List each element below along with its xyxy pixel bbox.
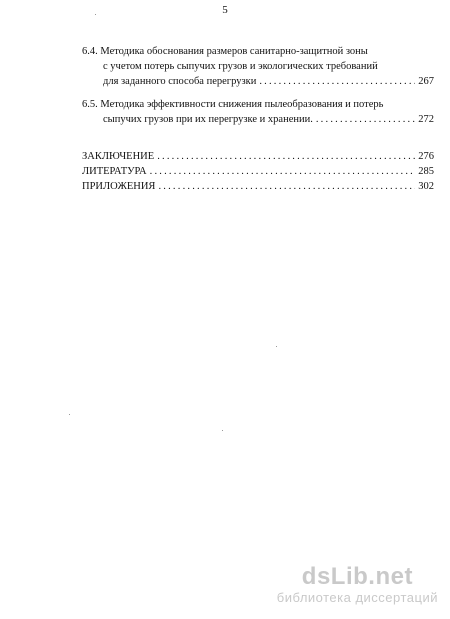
- watermark-subtitle: библиотека диссертаций: [276, 590, 438, 605]
- dot-leader: [150, 164, 416, 179]
- toc-entry-6-4-line3: для заданного способа перегрузки: [103, 76, 257, 87]
- toc-entry-6-5-line2: сыпучих грузов при их перегрузке и хранении.: [103, 114, 313, 125]
- toc-literature-title: ЛИТЕРАТУРА: [82, 166, 147, 177]
- toc-entry-appendices[interactable]: [82, 179, 434, 194]
- dot-leader: [157, 149, 415, 164]
- toc-entry-6-5-line1: 6.5. Методика эффективности снижения пылеобразования и потерь: [82, 99, 384, 110]
- dot-leader: [158, 179, 415, 194]
- toc-entry-6-4[interactable]: [82, 44, 434, 89]
- toc-appendices-title: ПРИЛОЖЕНИЯ: [82, 181, 156, 192]
- toc-conclusion-page: 276: [418, 151, 434, 162]
- scan-speck: [69, 414, 70, 415]
- table-of-contents: [82, 44, 434, 194]
- toc-entry-6-4-page: 267: [418, 76, 434, 87]
- toc-conclusion-title: ЗАКЛЮЧЕНИЕ: [82, 151, 155, 162]
- toc-entry-6-5-page: 272: [418, 114, 434, 125]
- page-number: 5: [222, 4, 228, 16]
- toc-literature-page: 285: [418, 166, 434, 177]
- scan-speck: [95, 14, 96, 15]
- scan-speck: [222, 430, 223, 431]
- toc-entry-6-5[interactable]: [82, 97, 434, 127]
- watermark: [277, 564, 438, 605]
- toc-entry-conclusion[interactable]: [82, 149, 434, 164]
- toc-entry-6-4-line1: 6.4. Методика обоснования размеров санитарно-защитной зоны: [82, 46, 368, 57]
- toc-entry-6-4-line2: с учетом потерь сыпучих грузов и экологических требований: [103, 61, 378, 72]
- scan-speck: [276, 346, 277, 347]
- watermark-logo: dsLib.net: [301, 563, 413, 590]
- dot-leader: [259, 74, 415, 89]
- toc-entry-literature[interactable]: [82, 164, 434, 179]
- dot-leader: [316, 112, 415, 127]
- toc-appendices-page: 302: [418, 181, 434, 192]
